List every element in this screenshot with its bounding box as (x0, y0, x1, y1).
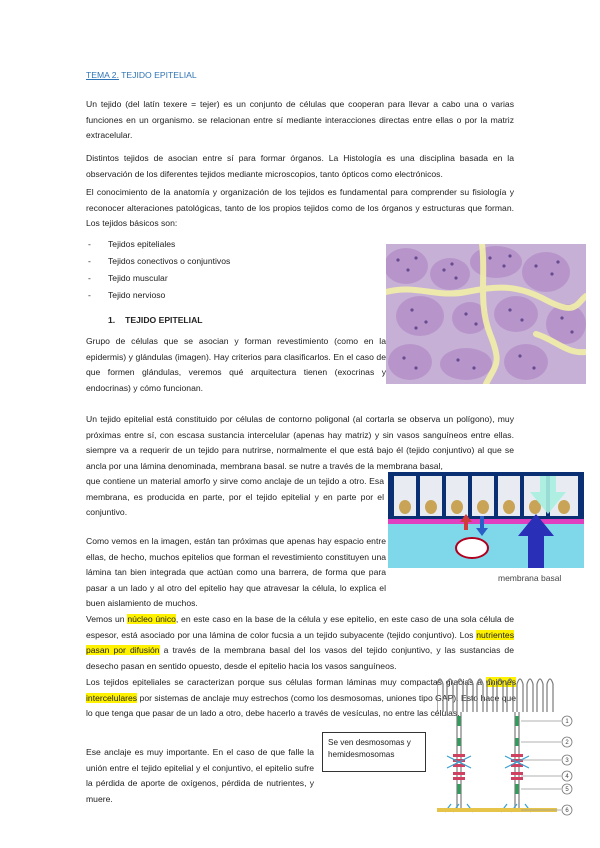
paragraph-2: Distintos tejidos de asocian entre sí para formar órganos. La Histología es una disciplina basada en la observación de los diferentes tejidos mediante microscopios, tanto ópticos como electrónicos. (86, 153, 514, 179)
figure-caption: membrana basal (498, 573, 562, 583)
junctions-diagram (437, 672, 577, 820)
section-number: 1. (108, 315, 116, 325)
callout-box: Se ven desmosomas y hemidesmosomas (322, 732, 426, 772)
highlight-nutrientes: nutrientes pasan por difusión (86, 629, 514, 655)
paragraph-9: Ese anclaje es muy importante. En el caso de que falle la unión entre el tejido epitelial y el conjuntivo, el epitelio sufre la pérdida de aporte de oxígenos, pérdida de nutrientes, y muere. (86, 747, 314, 804)
junction-label: 4 (565, 774, 569, 780)
junction-label: 5 (565, 787, 569, 793)
junction-label: 2 (565, 740, 569, 746)
paragraph-4: Grupo de células que se asocian y forman revestimiento (como en la epidermis) y glándulas (imagen). Hay criterios para clasificarlos. En el caso de que formen glándulas, veremos qué arquitectura tienen (exocrinas y endocrinas) y cómo funcionan. (86, 336, 386, 393)
title-number: TEMA 2. (86, 70, 119, 80)
section-title: TEJIDO EPITELIAL (125, 315, 203, 325)
junction-label: 1 (565, 719, 569, 725)
paragraph-5a: Un tejido epitelial está constituido por células de contorno poligonal (al cortarla se observa un polígono), muy próximas entre sí, con escasa sustancia intercelular (apenas hay matriz) y sin vasos sanguíneos entre ellas. siempre va a requerir de un tejido para nutrirse, normalmente el que está bajo él (tejido conjuntivo) al que se ancla por una lámina denominada, membrana basal. se nutre a través de la membrana basal, (86, 414, 514, 471)
highlight-uniones: uniones intercelulares (86, 677, 516, 703)
list-item: - Tejidos conectivos o conjuntivos (86, 253, 230, 270)
title-text: TEJIDO EPITELIAL (118, 70, 197, 80)
paragraph-3: El conocimiento de la anatomía y organización de los tejidos es fundamental para comprender su fisiología y reconocer alteraciones patológicas, tanto de los propios tejidos como de los órganos y estructuras que forman. Los tejidos básicos son: (86, 187, 514, 228)
paragraph-1: Un tejido (del latín texere = tejer) es un conjunto de células que cooperan para llevar a cabo una o varias funciones en un organismo. se relacionan entre sí mediante interacciones directas entre ellas o por la matriz extracelular. (86, 99, 514, 140)
junction-label: 6 (565, 808, 569, 814)
page-title (86, 69, 197, 81)
histology-image (386, 244, 586, 384)
paragraph-8: Los tejidos epiteliales se caracterizan porque sus células forman láminas muy compactas gracias a uniones intercelulares por sistemas de anclaje muy estrechos (como los desmosomas, uniones tipo GAP). Esto hace que lo que tenga que pasar de un lado a otro, debe hacerlo a través de vesículas, no entre las células. (86, 677, 516, 718)
highlight-nucleo: núcleo único (127, 614, 176, 624)
paragraph-5b: que contiene un material amorfo y sirve como anclaje de un tejido a otro. Esa membrana, es producida en parte, por el tejido epitelial y en parte por el conjuntivo. (86, 476, 384, 517)
tissue-list (86, 236, 230, 304)
junction-label: 3 (565, 758, 569, 764)
list-item: - Tejido muscular (86, 270, 230, 287)
paragraph-6: Como vemos en la imagen, están tan próximas que apenas hay espacio entre ellas, de hecho, muchos epitelios que forman el revestimiento constituyen una lámina tan bien integrada que actúan como una barrera, de forma que para pasar a un lado y al otro del epitelio hay que atravesar la célula, lo explica el buen aislamiento de muchos. (86, 536, 386, 608)
paragraph-7: Vemos un núcleo único, en este caso en la base de la célula y ese epitelio, en este caso de una sola célula de espesor, está asociado por una lámina de color fucsia a un tejido subyacente (tejido conjuntivo). Los nutrientes pasan por difusión a través de la membrana basal del los vasos del tejido conjuntivo, y las sustancias de desecho pasan en sentido opuesto, desde el epitelio hacia los vasos sanguíneos. (86, 614, 514, 671)
list-item: - Tejidos epiteliales (86, 236, 230, 253)
basal-membrane-diagram (388, 472, 584, 584)
list-item: - Tejido nervioso (86, 287, 230, 304)
section-heading (108, 315, 203, 325)
